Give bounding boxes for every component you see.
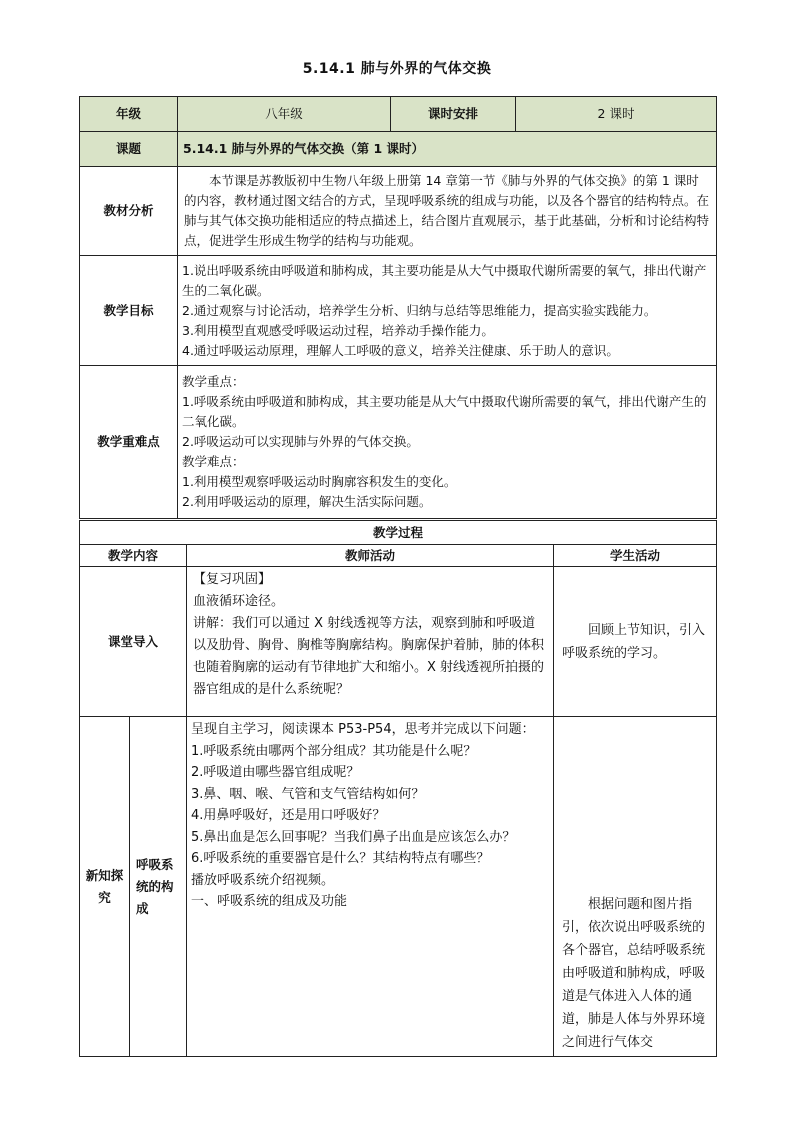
key-point-item: 2.利用呼吸运动的原理，解决生活实际问题。	[182, 494, 432, 509]
intro-teacher-line: 血液循环途径。	[193, 594, 285, 609]
analysis-row	[80, 167, 717, 256]
key-points-label: 教学重难点	[80, 366, 178, 519]
analysis-text: 本节课是苏教版初中生物八年级上册第 14 章第一节《肺与外界的气体交换》的第 1 课时的内容，教材通过图文结合的方式，呈现呼吸系统的组成与功能，以及各个器官的结构特点。在肺与其气体交换功能相适应的特点描述上，结合图片直观展示，基于此基础，分析和讨论结构特点，促进学生形成生物学的结构与功能观。	[178, 167, 717, 256]
hours-label: 课时安排	[391, 97, 516, 132]
intro-student-activity: 回顾上节知识，引入呼吸系统的学习。	[554, 567, 717, 717]
analysis-label: 教材分析	[80, 167, 178, 256]
col-header-content: 教学内容	[80, 545, 187, 567]
col-header-student: 学生活动	[554, 545, 717, 567]
grade-row	[80, 97, 717, 132]
goals-list	[178, 256, 717, 366]
key-point-item: 教学重点：	[182, 374, 245, 389]
key-point-item: 1.利用模型观察呼吸运动时胸廓容积发生的变化。	[182, 474, 457, 489]
explore-teacher-line: 呈现自主学习，阅读课本 P53-P54，思考并完成以下问题：	[191, 722, 535, 737]
explore-row	[80, 717, 717, 1057]
explore-label: 新知探究	[80, 717, 130, 1057]
topic-label: 课题	[80, 132, 178, 167]
goals-label: 教学目标	[80, 256, 178, 366]
explore-teacher-line: 2.呼吸道由哪些器官组成呢？	[191, 765, 360, 780]
col-header-teacher: 教师活动	[187, 545, 554, 567]
explore-teacher-line: 3.鼻、咽、喉、气管和支气管结构如何？	[191, 786, 425, 802]
goal-item: 2.通过观察与讨论活动，培养学生分析、归纳与总结等思维能力，提高实验实践能力。	[182, 302, 657, 318]
explore-teacher-line: 6.呼吸系统的重要器官是什么？其结构特点有哪些？	[191, 851, 490, 866]
explore-student-activity: 根据问题和图片指引，依次说出呼吸系统的各个器官，总结呼吸系统由呼吸道和肺构成，呼吸道是气体进入人体的通道，肺是人体与外界环境之间进行气体交	[554, 717, 717, 1057]
goals-row	[80, 256, 717, 366]
key-points-list	[178, 366, 717, 519]
hours-value: 2 课时	[516, 97, 717, 132]
key-points-row	[80, 366, 717, 519]
goal-item: 1.说出呼吸系统由呼吸道和肺构成，其主要功能是从大气中摄取代谢所需要的氧气，排出代谢产生的二氧化碳。	[182, 262, 707, 298]
explore-teacher-line: 5.鼻出血是怎么回事呢？当我们鼻子出血是应该怎么办？	[191, 829, 516, 845]
grade-label: 年级	[80, 97, 178, 132]
intro-teacher-activity	[187, 567, 554, 717]
topic-row	[80, 132, 717, 167]
key-point-item: 1.呼吸系统由呼吸道和肺构成，其主要功能是从大气中摄取代谢所需要的氧气，排出代谢产生的二氧化碳。	[182, 394, 707, 429]
goal-item: 3.利用模型直观感受呼吸运动过程，培养动手操作能力。	[182, 322, 494, 338]
explore-teacher-line: 一、呼吸系统的组成及功能	[191, 894, 348, 909]
teaching-process-table	[79, 520, 717, 1057]
intro-teacher-line: 讲解：我们可以通过 X 射线透视等方法，观察到肺和呼吸道以及肋骨、胸骨、胸椎等胸廓结构。胸廓保护着肺，肺的体积也随着胸廓的运动有节律地扩大和缩小。X 射线透视所拍摄的器官组成的是什么系统呢？	[193, 616, 545, 697]
goal-item: 4.通过呼吸运动原理，理解人工呼吸的意义，培养关注健康、乐于助人的意识。	[182, 342, 619, 358]
explore-sub-label: 呼吸系统的构成	[130, 717, 187, 1057]
process-title: 教学过程	[80, 521, 717, 545]
explore-teacher-line: 4.用鼻呼吸好，还是用口呼吸好？	[191, 808, 386, 823]
key-point-item: 教学难点：	[182, 454, 245, 469]
intro-teacher-line: 【复习巩固】	[193, 572, 272, 587]
intro-label: 课堂导入	[80, 567, 187, 717]
explore-teacher-line: 1.呼吸系统由哪两个部分组成？其功能是什么呢？	[191, 743, 477, 759]
key-point-item: 2.呼吸运动可以实现肺与外界的气体交换。	[182, 434, 419, 449]
document-title: 5.14.1 肺与外界的气体交换	[302, 61, 492, 77]
explore-teacher-activity	[187, 717, 554, 1057]
intro-row	[80, 567, 717, 717]
topic-value: 5.14.1 肺与外界的气体交换（第 1 课时）	[178, 132, 717, 167]
grade-value: 八年级	[178, 97, 391, 132]
explore-teacher-line: 播放呼吸系统介绍视频。	[191, 872, 335, 888]
lesson-info-table	[79, 96, 717, 519]
process-title-row	[80, 521, 717, 545]
process-column-headers	[80, 545, 717, 567]
